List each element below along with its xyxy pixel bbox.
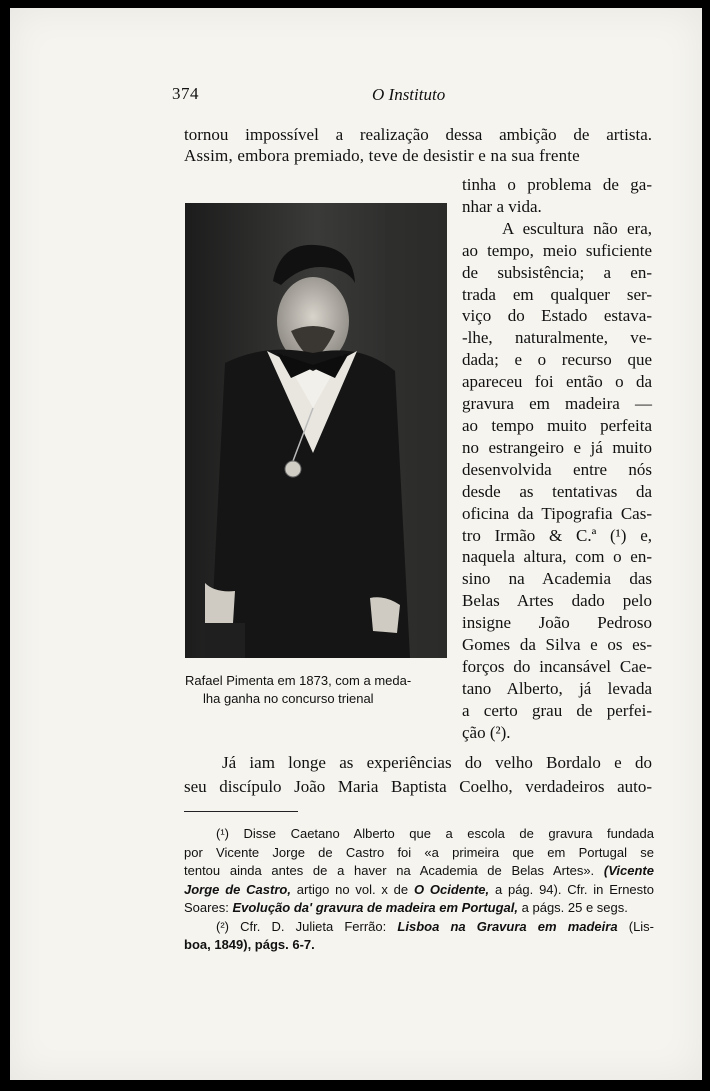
side-column-text: [462, 174, 652, 744]
text-line: -lhe, naturalmente, ve-: [462, 328, 652, 348]
footnote-italic: (Vicente: [603, 863, 654, 878]
footnote-text: tentou ainda antes de a haver na Academia de Belas Artes».: [184, 863, 595, 878]
footnote-1-line: [184, 862, 654, 881]
text-line: naquela altura, com o en-: [462, 547, 652, 567]
running-title: O Instituto: [372, 85, 446, 104]
caption-line: lha ganha no concurso trienal: [203, 691, 374, 706]
text-line: dada; e o recurso que: [462, 350, 652, 370]
text-line: tornou impossível a realização dessa ambição de artista.: [184, 125, 652, 144]
footnote-italic: Lisboa na Gravura em madeira: [397, 918, 618, 934]
text-line: A escultura não era,: [502, 218, 652, 238]
text-line: tano Alberto, já levada: [462, 678, 652, 698]
text-line: tinha o problema de ga-: [462, 175, 652, 194]
figure-caption: [185, 672, 447, 708]
footnote-2-line: boa, 1849), págs. 6-7.: [184, 937, 315, 952]
text-line: forços do incansável Cae-: [462, 656, 652, 676]
footnote-1-line: (¹) Disse Caetano Alberto que a escola de gravura fundada: [216, 826, 654, 841]
footnotes: [184, 825, 654, 955]
caption-line: Rafael Pimenta em 1873, com a meda-: [185, 673, 412, 688]
footnote-text: a págs. 25 e segs.: [521, 900, 628, 915]
text-line: tro Irmão & C.ª (¹) e,: [462, 525, 652, 545]
page-number: 374: [172, 84, 199, 103]
text-line: viço do Estado estava-: [462, 306, 652, 326]
text-line: ção (²).: [462, 722, 511, 742]
text-line: trada em qualquer ser-: [462, 284, 652, 304]
text-line: nhar a vida.: [462, 196, 542, 216]
book-page: [10, 8, 702, 1080]
text-line: oficina da Tipografia Cas-: [462, 503, 652, 523]
footnote-separator: [184, 811, 298, 812]
portrait-photograph: [185, 203, 447, 658]
text-line: Assim, embora premiado, teve de desistir e na sua frente: [184, 146, 580, 165]
footnote-1-line: por Vicente Jorge de Castro foi «a primeira que em Portugal se: [184, 844, 654, 860]
text-line: insigne João Pedroso: [462, 613, 652, 633]
portrait-image: [185, 203, 447, 658]
text-line: Belas Artes dado pelo: [462, 591, 652, 611]
text-line: gravura em madeira —: [462, 394, 652, 414]
text-line: ao tempo muito perfeita: [462, 415, 652, 435]
footnote-text: artigo no vol. x de: [296, 881, 409, 897]
text-line: de subsistência; a en-: [462, 262, 652, 282]
text-line: seu discípulo João Maria Baptista Coelho, verdadeiros auto-: [184, 777, 652, 796]
footnote-text: Soares:: [184, 900, 229, 915]
footnote-text: (Lis-: [628, 918, 655, 934]
text-line: desde as tentativas da: [462, 481, 652, 501]
text-line: no estrangeiro e já muito: [462, 437, 652, 457]
text-line: sino na Academia das: [462, 569, 652, 589]
text-line: Gomes da Silva e os es-: [462, 635, 652, 655]
footnote-2-line: [184, 918, 654, 937]
footnote-text: (²) Cfr. D. Julieta Ferrão:: [216, 918, 387, 934]
text-line: Já iam longe as experiências do velho Bordalo e do: [222, 753, 652, 772]
text-line: a certo grau de perfei-: [462, 700, 652, 720]
footnote-italic: O Ocidente,: [413, 881, 490, 897]
opening-paragraph: [184, 124, 652, 166]
text-line: apareceu foi então o da: [462, 372, 652, 392]
text-line: ao tempo, meio suficiente: [462, 240, 652, 260]
footnote-1-line: [184, 881, 654, 900]
text-line: desenvolvida entre nós: [462, 459, 652, 479]
footnote-1-line: [184, 899, 654, 918]
footnote-italic: Jorge de Castro,: [184, 881, 291, 897]
footnote-text: a pág. 94). Cfr. in Ernesto: [494, 881, 655, 897]
footnote-italic: Evolução da' gravura de madeira em Portugal,: [232, 900, 519, 915]
closing-paragraph: [184, 751, 652, 799]
